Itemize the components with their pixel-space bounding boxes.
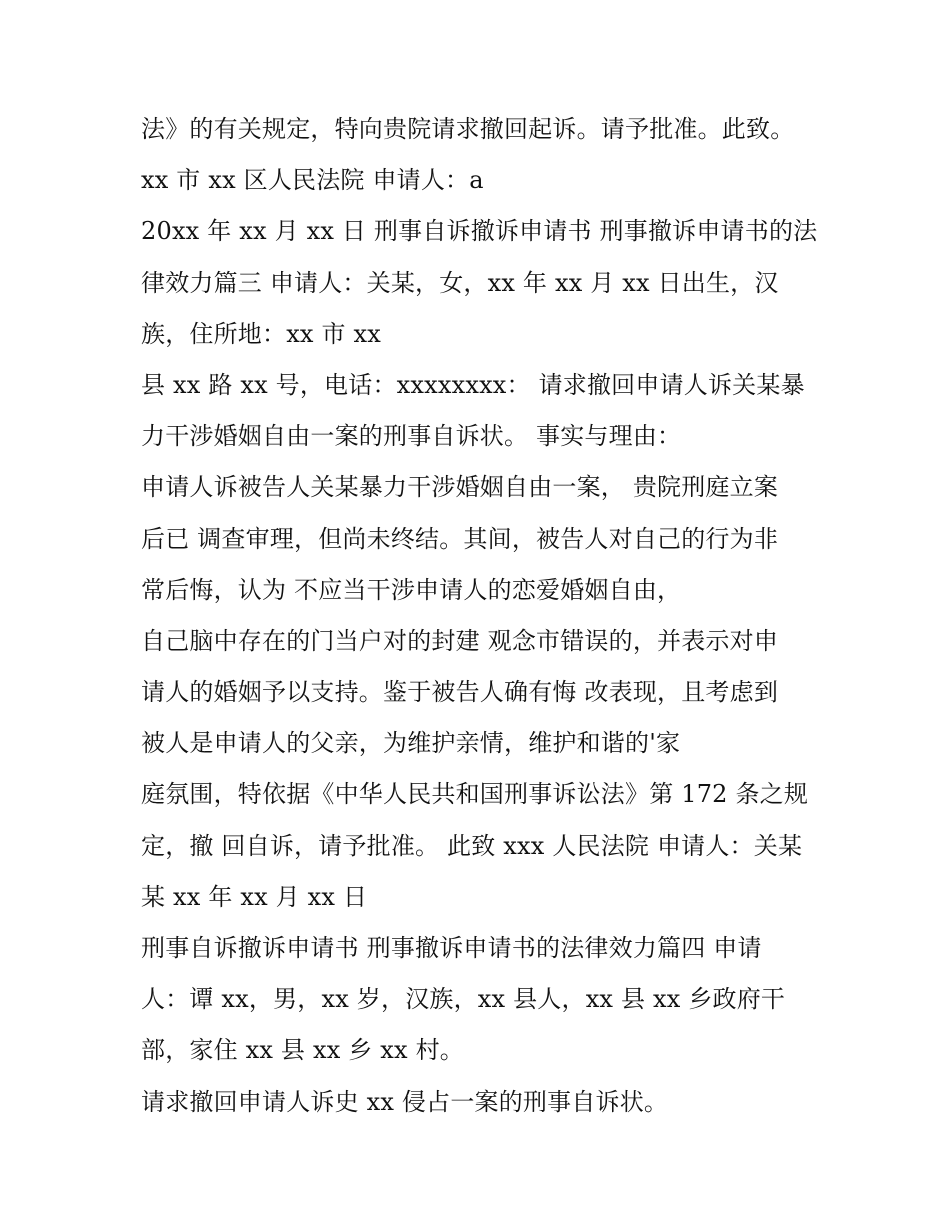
text-line-2: xx 市 xx 区人民法院 申请人：a — [141, 166, 484, 195]
text-line-11: 自己脑中存在的门当户对的封建 观念市错误的，并表示对申 — [141, 626, 779, 655]
text-line-18: 人：谭 xx，男，xx 岁，汉族，xx 县人，xx 县 xx 乡政府干 — [141, 985, 786, 1014]
text-line-19: 部，家住 xx 县 xx 乡 xx 村。 — [141, 1036, 464, 1065]
text-line-14: 庭氛围，特依据《中华人民共和国刑事诉讼法》第 172 条之规 — [141, 780, 809, 809]
text-line-20: 请求撤回申请人诉史 xx 侵占一案的刑事自诉状。 — [141, 1087, 669, 1116]
text-line-6: 县 xx 路 xx 号，电话：xxxxxxxx： 请求撤回申请人诉关某暴 — [141, 370, 805, 399]
text-line-17: 刑事自诉撤诉申请书 刑事撤诉申请书的法律效力篇四 申请 — [141, 934, 762, 962]
text-line-16: 某 xx 年 xx 月 xx 日 — [141, 882, 368, 911]
text-line-13: 被人是申请人的父亲，为维护亲情，维护和谐的'家 — [141, 729, 681, 758]
text-line-1: 法》的有关规定，特向贵院请求撤回起诉。请予批准。此致。 — [141, 115, 795, 143]
text-line-9: 后已 调查审理，但尚未终结。其间，被告人对自己的行为非 — [141, 524, 779, 553]
text-line-15: 定，撤 回自诉，请予批准。 此致 xxx 人民法院 申请人：关某 — [141, 831, 803, 860]
text-line-5: 族，住所地：xx 市 xx — [141, 319, 381, 348]
document-text-block — [141, 104, 821, 1128]
text-line-7: 力干涉婚姻自由一案的刑事自诉状。 事实与理由： — [141, 422, 682, 451]
text-line-4: 律效力篇三 申请人：关某，女，xx 年 xx 月 xx 日出生，汉 — [141, 268, 779, 297]
text-line-10: 常后悔，认为 不应当干涉申请人的恋爱婚姻自由， — [141, 575, 682, 604]
text-line-8: 申请人诉被告人关某暴力干涉婚姻自由一案， 贵院刑庭立案 — [141, 473, 779, 502]
text-line-3: 20xx 年 xx 月 xx 日 刑事自诉撤诉申请书 刑事撤诉申请书的法 — [141, 217, 818, 246]
text-line-12: 请人的婚姻予以支持。鉴于被告人确有悔 改表现，且考虑到 — [141, 678, 779, 707]
